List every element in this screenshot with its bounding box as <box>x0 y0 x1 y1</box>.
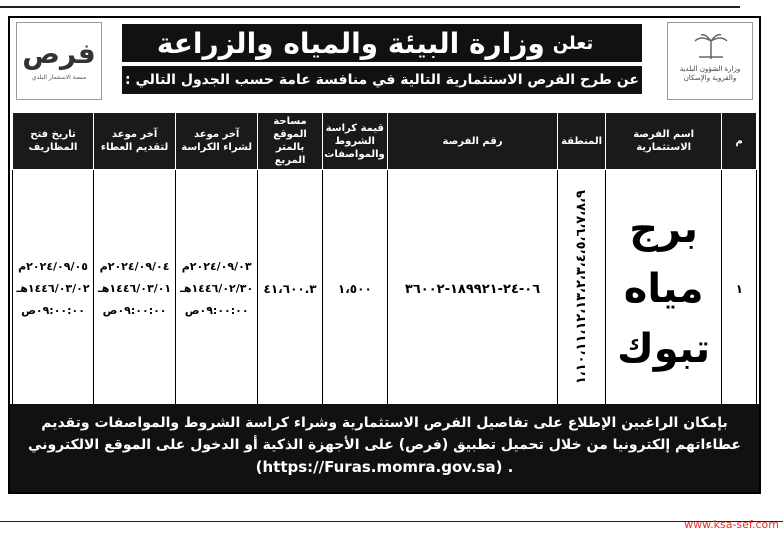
site-watermark: www.ksa-sef.com <box>684 518 779 531</box>
col-region: المنطقة <box>558 113 606 170</box>
row-opportunity-name <box>605 170 722 409</box>
row-index: ١ <box>722 170 757 409</box>
col-index: م <box>722 113 757 170</box>
col-opportunity-name: اسم الفرصة الاستثمارية <box>605 113 722 170</box>
bottom-rule <box>0 521 783 522</box>
ministry-title-box <box>122 24 642 62</box>
footer-line-2: عطاءاتهم إلكترونيا من خلال تحميل تطبيق (فرص) على الأجهزة الذكية أو الدخول على الموقع الالكتروني <box>28 437 741 453</box>
row-booklet-value: ١،٥٠٠ <box>322 170 387 409</box>
ad-subtitle: عن طرح الفرص الاستثمارية التالية في منافسة عامة حسب الجدول التالي : <box>122 66 642 94</box>
footer-line-1: بإمكان الراغبين الإطلاع على تفاصيل الفرص الاستثمارية وشراء كراسة الشروط والمواصفات وتقديم <box>41 415 728 431</box>
furas-logo-text: فرص <box>22 37 96 70</box>
row-area: ٤١،٦٠٠.٣ <box>258 170 323 409</box>
top-rule <box>0 6 740 8</box>
row-opportunity-no: ٠٦-٢٤-١٨٩٩٢١-٣٦٠٠٢ <box>387 170 558 409</box>
col-opportunity-no: رقم الفرصة <box>387 113 558 170</box>
table-header-row <box>13 113 757 170</box>
palm-emblem-icon <box>691 31 731 61</box>
announce-lead: تعلن <box>552 32 594 54</box>
row-buy-deadline <box>176 170 258 409</box>
ministry-name: وزارة البيئة والمياه والزراعة <box>156 26 545 60</box>
col-area: مساحة الموقع بالمتر المربع <box>258 113 323 170</box>
opportunities-table <box>12 112 757 409</box>
opening-date-gregorian: ٢٠٢٤/٠٩/٠٥م <box>18 260 88 273</box>
ministry-logo-caption: وزارة الشؤون البلدية والقروية والإسكان <box>679 65 741 82</box>
furas-logo-caption: منصة الاستثمار البلدي <box>31 74 87 81</box>
bid-deadline-hijri: ١٤٤٦/٠٣/٠١هـ <box>98 282 172 295</box>
row-bid-deadline <box>94 170 176 409</box>
furas-website-link[interactable]: (https://Furas.momra.gov.sa) . <box>255 458 514 476</box>
furas-logo <box>16 22 102 100</box>
ad-footer <box>10 404 759 492</box>
opening-date-hijri: ١٤٤٦/٠٣/٠٢هـ <box>16 282 90 295</box>
row-opening-date <box>13 170 94 409</box>
ministry-logo <box>667 22 753 100</box>
region-text: ١،١٠،١١،١٢،١٣،٢،٣،٤،٥،٦،٧،٨،٩ <box>574 190 590 385</box>
opening-date-time: ٠٩:٠٠:٠٠ص <box>21 304 85 317</box>
buy-deadline-gregorian: ٢٠٢٤/٠٩/٠٣م <box>181 260 252 273</box>
opportunity-name-text: برج مياه تبوك <box>617 206 711 372</box>
ad-header <box>10 18 759 104</box>
col-booklet-value: قيمة كراسة الشروط والمواصفات <box>322 113 387 170</box>
row-region <box>558 170 606 409</box>
bid-deadline-gregorian: ٢٠٢٤/٠٩/٠٤م <box>99 260 170 273</box>
buy-deadline-time: ٠٩:٠٠:٠٠ص <box>184 304 249 317</box>
col-opening-date: تاريخ فتح المظاريف <box>13 113 94 170</box>
col-buy-deadline: آخر موعد لشراء الكراسة <box>176 113 258 170</box>
buy-deadline-hijri: ١٤٤٦/٠٢/٣٠هـ <box>180 282 254 295</box>
col-bid-deadline: آخر موعد لتقديم العطاء <box>94 113 176 170</box>
table-row <box>13 170 757 409</box>
bid-deadline-time: ٠٩:٠٠:٠٠ص <box>102 304 167 317</box>
